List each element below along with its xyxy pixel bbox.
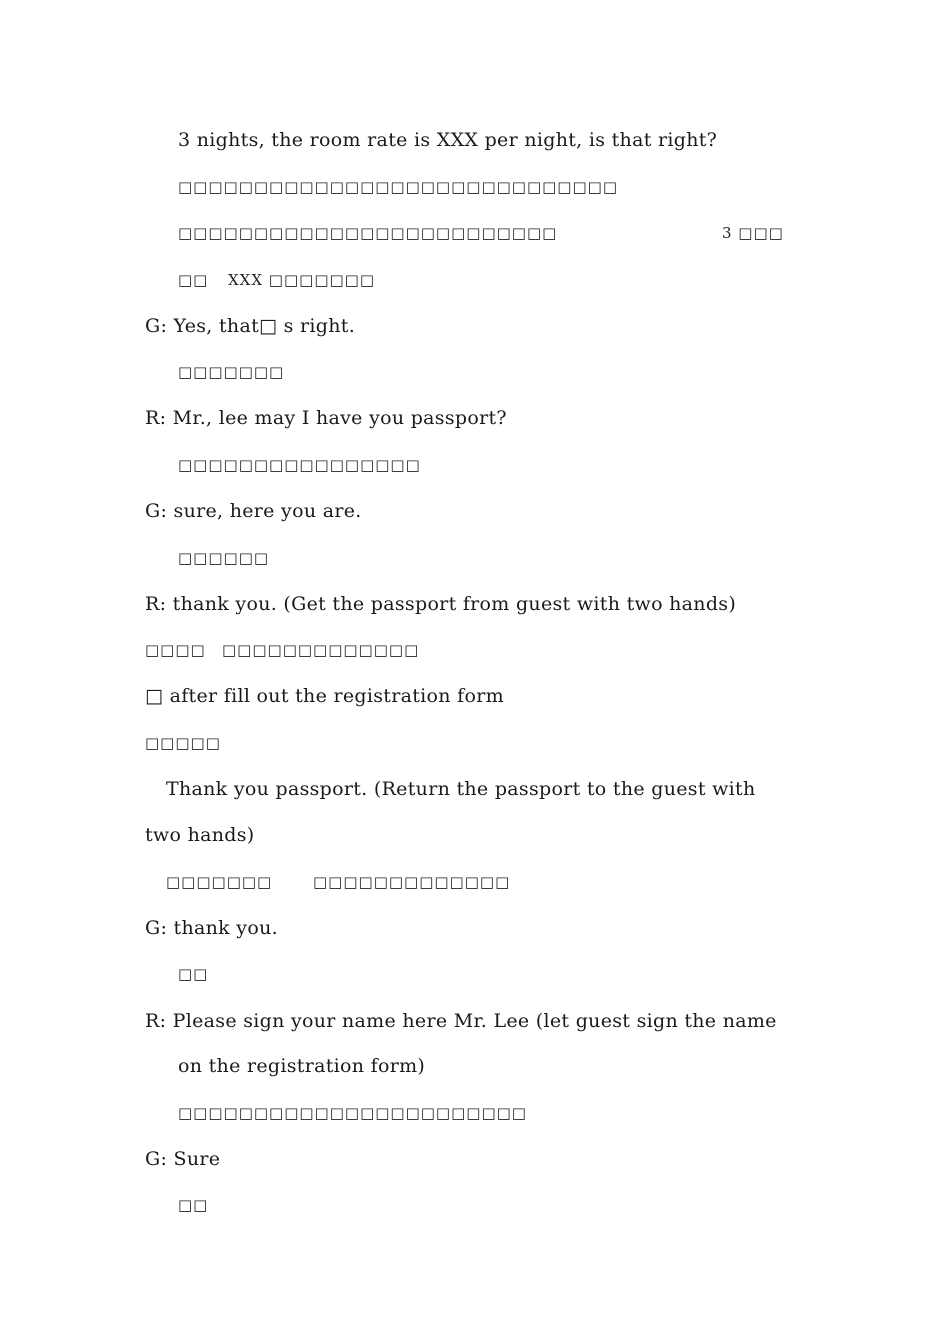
text-line: □□□□□ [145, 734, 221, 752]
text-line: □□□□□□□ [178, 363, 285, 381]
text-line: □□□□□□□ [166, 873, 273, 891]
text-line: 3 nights, the room rate is XXX per night, is that right? [178, 129, 718, 151]
text-line: □□□□□□□□□□□□□□□□ [178, 456, 421, 474]
text-line: R: Mr., lee may I have you passport? [145, 407, 507, 429]
text-line: G: sure, here you are. [145, 500, 362, 522]
text-line: □□ [178, 965, 209, 983]
text-line: □□□□□□□□□□□□□ [222, 641, 420, 659]
text-line: 3 □□□ [722, 224, 784, 242]
text-line: G: thank you. [145, 917, 278, 939]
text-line: □□ [178, 271, 209, 289]
text-line: G: Sure [145, 1148, 221, 1170]
text-line: □□ [178, 1196, 209, 1214]
text-line: □□□□ [145, 641, 206, 659]
text-line: R: thank you. (Get the passport from guest with two hands) [145, 593, 737, 615]
text-line: G: Yes, that□ s right. [145, 315, 356, 337]
text-line: □ after fill out the registration form [145, 685, 504, 707]
text-line: two hands) [145, 824, 255, 846]
text-line: XXX □□□□□□□ [228, 271, 376, 289]
text-line: □□□□□□ [178, 549, 270, 567]
text-line: □□□□□□□□□□□□□□□□□□□□□□□□□ [178, 224, 558, 242]
text-line: □□□□□□□□□□□□□ [313, 873, 511, 891]
text-line: R: Please sign your name here Mr. Lee (let guest sign the name [145, 1010, 777, 1032]
text-line: □□□□□□□□□□□□□□□□□□□□□□□□□□□□□ [178, 178, 618, 196]
text-line: on the registration form) [178, 1055, 426, 1077]
text-line: □□□□□□□□□□□□□□□□□□□□□□□ [178, 1104, 527, 1122]
text-line: Thank you passport. (Return the passport to the guest with [166, 778, 756, 800]
